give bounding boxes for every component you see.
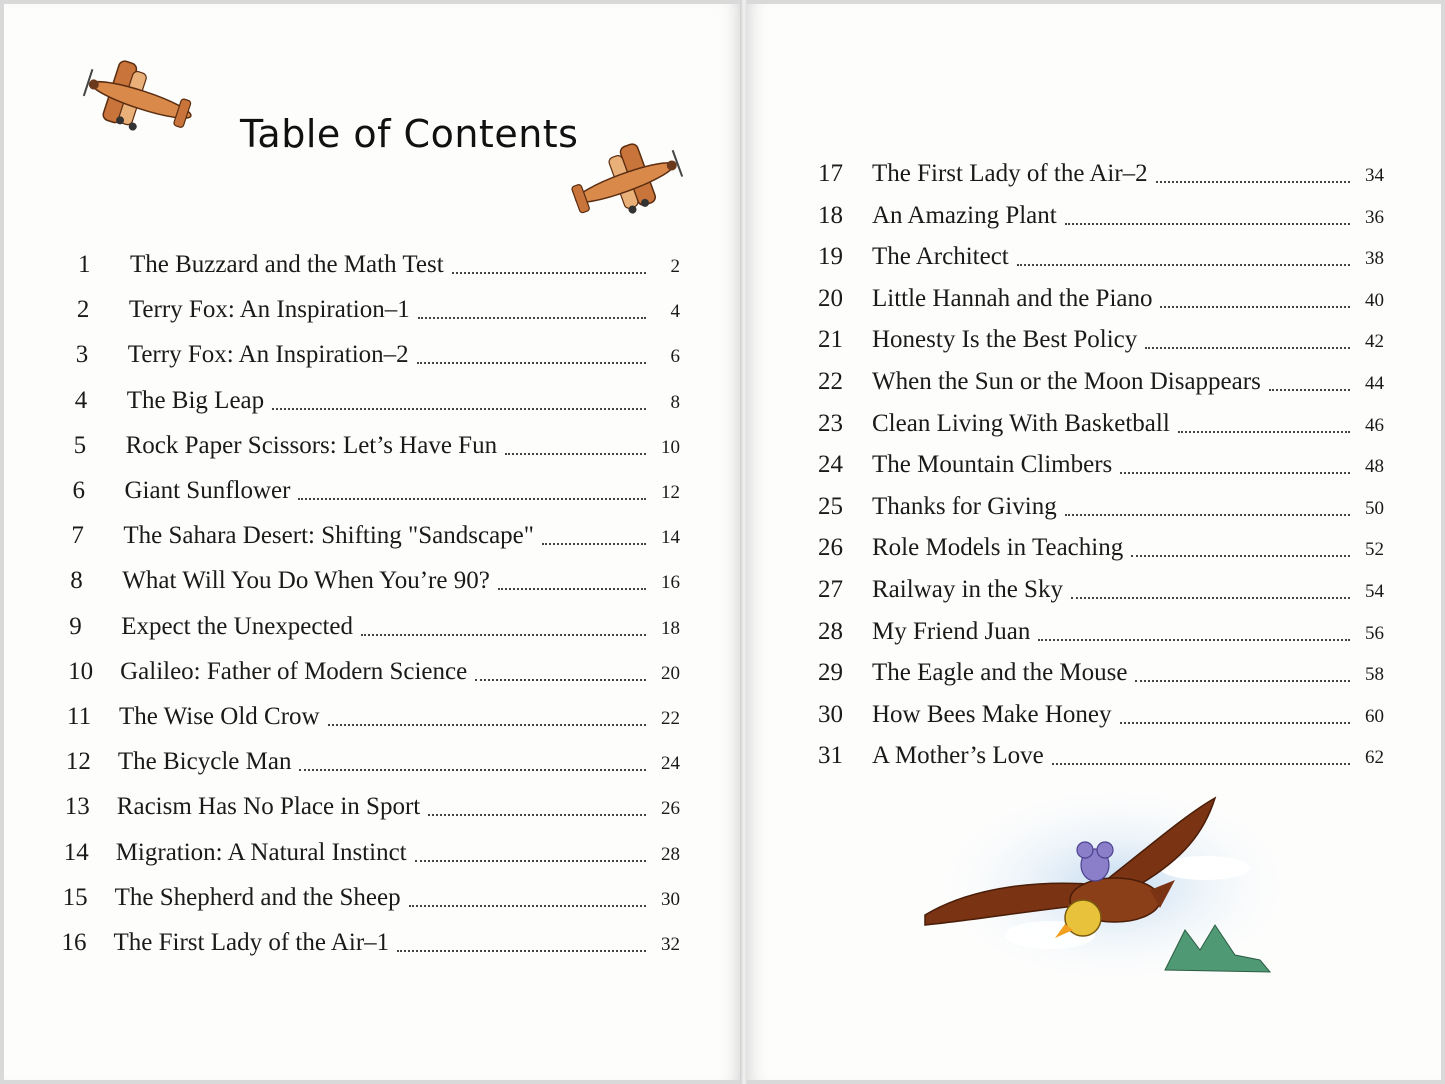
toc-leader-dots bbox=[1269, 389, 1350, 391]
toc-entry-page: 30 bbox=[660, 888, 680, 910]
toc-entry-title: A Mother’s Love bbox=[872, 742, 1044, 770]
toc-leader-dots bbox=[1120, 722, 1350, 724]
toc-entry-title: Giant Sunflower bbox=[124, 477, 291, 504]
toc-entry-title: When the Sun or the Moon Disappears bbox=[872, 368, 1261, 395]
toc-entry bbox=[818, 493, 1384, 525]
toc-entry-page: 34 bbox=[1365, 165, 1384, 186]
toc-leader-dots bbox=[1038, 639, 1350, 641]
toc-entry-page: 26 bbox=[660, 798, 680, 820]
toc-leader-dots bbox=[298, 498, 646, 500]
toc-entry-title: Racism Has No Place in Sport bbox=[116, 793, 421, 821]
toc-entry-title: The Buzzard and the Math Test bbox=[130, 251, 444, 278]
toc-entry-number: 26 bbox=[818, 534, 843, 562]
toc-entry bbox=[64, 839, 680, 871]
toc-entry-page: 56 bbox=[1365, 622, 1384, 644]
toc-leader-dots bbox=[1065, 223, 1350, 225]
toc-leader-dots bbox=[328, 724, 646, 726]
biplane-icon bbox=[560, 138, 692, 222]
toc-entry-number: 6 bbox=[72, 477, 85, 504]
toc-leader-dots bbox=[452, 272, 646, 274]
toc-entry-number: 11 bbox=[67, 703, 92, 730]
toc-entry-title: The Shepherd and the Sheep bbox=[114, 883, 401, 911]
toc-entry-title: The Big Leap bbox=[126, 386, 265, 414]
toc-leader-dots bbox=[409, 905, 646, 907]
toc-entry-page: 32 bbox=[661, 934, 680, 955]
toc-entry-number: 21 bbox=[818, 326, 843, 354]
toc-entry-title: The Bicycle Man bbox=[117, 748, 292, 776]
toc-entry-number: 18 bbox=[818, 201, 843, 229]
toc-entry-title: My Friend Juan bbox=[872, 617, 1031, 645]
toc-entry-page: 42 bbox=[1365, 331, 1384, 353]
toc-entry-number: 2 bbox=[76, 296, 90, 324]
toc-entry bbox=[67, 703, 680, 735]
toc-entry-number: 30 bbox=[818, 700, 843, 728]
toc-entry bbox=[818, 410, 1384, 442]
toc-entry-number: 20 bbox=[818, 284, 843, 312]
toc-entry-number: 8 bbox=[70, 567, 83, 595]
toc-entry-page: 4 bbox=[670, 301, 680, 323]
toc-entry-title: Railway in the Sky bbox=[872, 576, 1063, 603]
toc-entry bbox=[70, 567, 680, 599]
toc-entry-number: 7 bbox=[71, 522, 84, 550]
toc-entry-title: Little Hannah and the Piano bbox=[872, 284, 1153, 312]
toc-leader-dots bbox=[1156, 181, 1350, 183]
toc-entry-number: 10 bbox=[68, 657, 94, 685]
toc-entry bbox=[75, 387, 680, 419]
toc-leader-dots bbox=[1065, 514, 1350, 516]
toc-entry-number: 14 bbox=[63, 838, 89, 866]
toc-entry-page: 50 bbox=[1365, 497, 1384, 519]
toc-entry-number: 13 bbox=[64, 793, 90, 821]
toc-entry-number: 27 bbox=[818, 576, 843, 603]
toc-entry-page: 6 bbox=[670, 346, 680, 368]
toc-entry-number: 9 bbox=[69, 612, 82, 640]
toc-entry bbox=[68, 658, 680, 690]
toc-entry-title: Terry Fox: An Inspiration–1 bbox=[128, 296, 410, 324]
toc-entry-page: 16 bbox=[660, 572, 680, 594]
toc-entry-title: Role Models in Teaching bbox=[872, 534, 1124, 562]
toc-entry bbox=[818, 701, 1384, 733]
toc-entry-title: An Amazing Plant bbox=[872, 201, 1057, 229]
toc-entry bbox=[62, 929, 681, 961]
toc-leader-dots bbox=[542, 543, 646, 545]
toc-entry-title: Galileo: Father of Modern Science bbox=[120, 657, 468, 685]
toc-entry bbox=[818, 160, 1384, 192]
toc-entry-number: 15 bbox=[62, 883, 88, 911]
toc-leader-dots bbox=[397, 950, 646, 952]
toc-entry-page: 54 bbox=[1365, 581, 1384, 602]
toc-entry-page: 28 bbox=[660, 843, 680, 865]
toc-entry-page: 2 bbox=[670, 256, 680, 277]
toc-entry bbox=[818, 202, 1384, 234]
toc-entry-page: 52 bbox=[1365, 539, 1384, 561]
toc-leader-dots bbox=[1160, 306, 1350, 308]
toc-entry bbox=[74, 432, 680, 464]
toc-entry-number: 1 bbox=[78, 251, 91, 278]
toc-entry-number: 24 bbox=[818, 451, 843, 479]
toc-entry bbox=[73, 477, 681, 509]
toc-leader-dots bbox=[361, 634, 646, 636]
toc-entry bbox=[818, 534, 1384, 566]
toc-entry-number: 22 bbox=[818, 368, 843, 395]
toc-entry-number: 4 bbox=[74, 386, 88, 414]
toc-entry-page: 10 bbox=[660, 436, 680, 458]
biplane-icon bbox=[76, 56, 208, 140]
toc-entry-number: 16 bbox=[61, 929, 87, 956]
toc-entry-title: What Will You Do When You’re 90? bbox=[122, 567, 490, 595]
toc-entry-title: The First Lady of the Air–1 bbox=[113, 929, 390, 956]
toc-entry bbox=[65, 793, 680, 825]
toc-entry-number: 3 bbox=[75, 341, 89, 369]
toc-entry-page: 18 bbox=[660, 617, 680, 639]
toc-entry-page: 12 bbox=[661, 482, 680, 503]
toc-leader-dots bbox=[1052, 763, 1350, 765]
toc-entry-number: 19 bbox=[818, 243, 843, 271]
toc-entry-title: The Wise Old Crow bbox=[119, 703, 320, 730]
toc-leader-dots bbox=[1145, 347, 1350, 349]
toc-entry-title: The First Lady of the Air–2 bbox=[872, 160, 1148, 187]
toc-entry-page: 40 bbox=[1365, 289, 1384, 311]
toc-entry-page: 58 bbox=[1365, 664, 1384, 686]
toc-entry-page: 44 bbox=[1365, 373, 1384, 394]
toc-leader-dots bbox=[417, 362, 646, 364]
toc-entry-page: 22 bbox=[661, 708, 680, 729]
toc-leader-dots bbox=[299, 769, 646, 771]
toc-entry bbox=[818, 576, 1384, 608]
toc-entry bbox=[818, 368, 1384, 400]
page-title: Table of Contents bbox=[240, 112, 579, 156]
toc-leader-dots bbox=[1135, 680, 1350, 682]
toc-entry bbox=[63, 884, 680, 916]
toc-entry-title: The Eagle and the Mouse bbox=[872, 659, 1128, 687]
toc-entry-title: The Sahara Desert: Shifting "Sandscape" bbox=[123, 522, 534, 550]
eagle-with-mouse-icon bbox=[915, 790, 1280, 980]
toc-entry bbox=[818, 285, 1384, 317]
toc-entry bbox=[77, 296, 680, 328]
toc-entry-page: 36 bbox=[1365, 206, 1384, 228]
toc-entry-number: 23 bbox=[818, 409, 843, 437]
toc-entry-title: The Architect bbox=[872, 243, 1009, 271]
toc-leader-dots bbox=[505, 453, 646, 455]
toc-leader-dots bbox=[1131, 555, 1350, 557]
toc-leader-dots bbox=[418, 317, 646, 319]
toc-entry-number: 28 bbox=[818, 617, 843, 645]
toc-entry bbox=[78, 251, 680, 283]
toc-entry-page: 38 bbox=[1365, 248, 1384, 270]
toc-entry-number: 31 bbox=[818, 742, 843, 770]
toc-entry-page: 8 bbox=[670, 391, 680, 413]
toc-leader-dots bbox=[498, 588, 646, 590]
toc-entry-page: 46 bbox=[1365, 414, 1384, 436]
toc-entry bbox=[818, 326, 1384, 358]
toc-entry-page: 24 bbox=[660, 753, 680, 775]
toc-entry bbox=[76, 341, 680, 373]
toc-entry-title: Thanks for Giving bbox=[872, 492, 1057, 520]
toc-entry-page: 14 bbox=[660, 527, 680, 549]
toc-entry-number: 17 bbox=[818, 160, 843, 187]
toc-leader-dots bbox=[272, 408, 646, 410]
toc-entry-number: 29 bbox=[818, 659, 843, 687]
toc-entry-title: The Mountain Climbers bbox=[872, 451, 1113, 479]
toc-entry bbox=[818, 451, 1384, 483]
toc-entry-title: Terry Fox: An Inspiration–2 bbox=[127, 341, 409, 369]
toc-leader-dots bbox=[1120, 472, 1350, 474]
toc-leader-dots bbox=[1017, 264, 1350, 266]
toc-entry-title: Migration: A Natural Instinct bbox=[115, 838, 407, 866]
toc-entry-number: 25 bbox=[818, 492, 843, 520]
toc-entry bbox=[818, 742, 1384, 774]
toc-leader-dots bbox=[475, 679, 646, 681]
toc-leader-dots bbox=[1178, 431, 1350, 433]
toc-entry-page: 62 bbox=[1365, 747, 1384, 769]
toc-entry-number: 5 bbox=[73, 431, 87, 459]
toc-entry bbox=[69, 613, 680, 645]
toc-entry-title: How Bees Make Honey bbox=[872, 700, 1112, 728]
toc-leader-dots bbox=[428, 814, 646, 816]
toc-entry bbox=[818, 659, 1384, 691]
toc-leader-dots bbox=[415, 860, 646, 862]
toc-entry-title: Expect the Unexpected bbox=[121, 612, 354, 640]
toc-entry bbox=[818, 243, 1384, 275]
toc-entry-title: Rock Paper Scissors: Let’s Have Fun bbox=[125, 431, 498, 459]
toc-entry-page: 20 bbox=[660, 662, 680, 684]
toc-entry bbox=[66, 748, 680, 780]
toc-entry bbox=[71, 522, 680, 554]
toc-entry-number: 12 bbox=[65, 748, 91, 776]
toc-entry-title: Clean Living With Basketball bbox=[872, 409, 1170, 437]
toc-entry bbox=[818, 618, 1384, 650]
toc-entry-page: 60 bbox=[1365, 705, 1384, 727]
toc-entry-title: Honesty Is the Best Policy bbox=[872, 326, 1138, 354]
toc-leader-dots bbox=[1071, 597, 1350, 599]
toc-entry-page: 48 bbox=[1365, 456, 1384, 478]
